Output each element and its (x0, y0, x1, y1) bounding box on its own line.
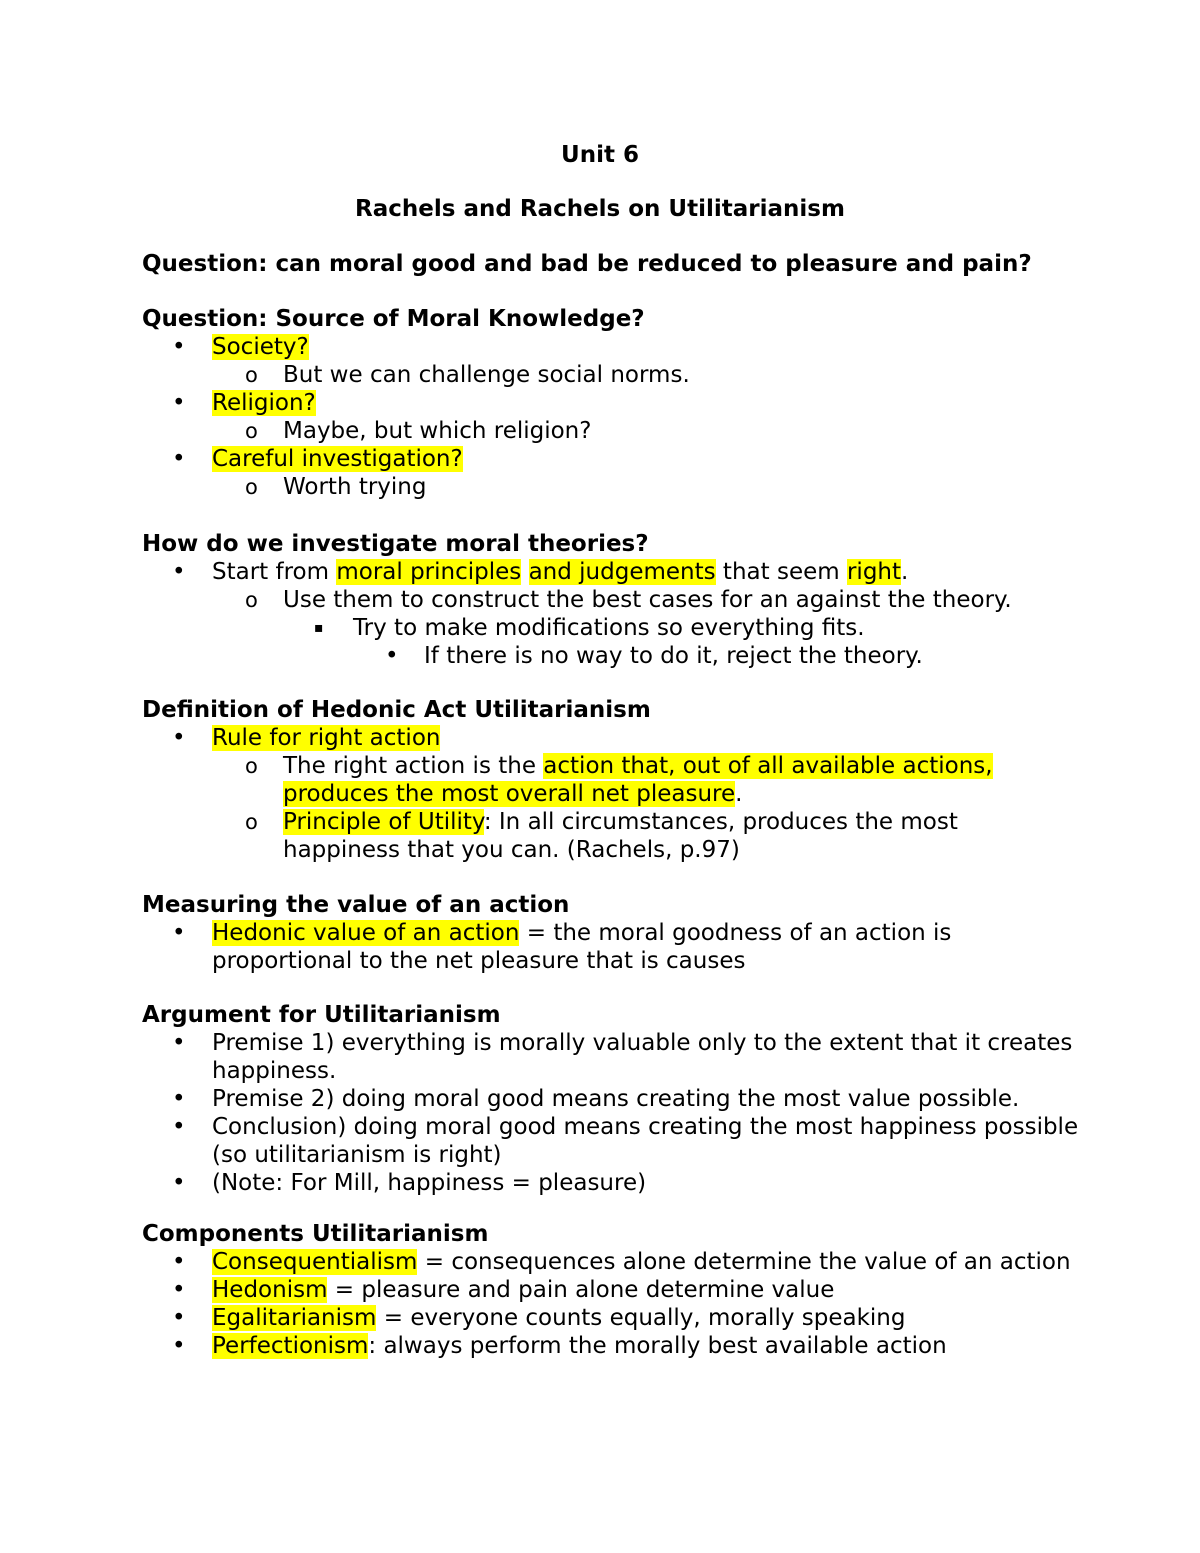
highlighted-text: Rule for right action (212, 725, 441, 751)
list-item: o Maybe, but which religion? (245, 418, 592, 444)
highlighted-text: right (846, 559, 902, 585)
section-heading: Argument for Utilitarianism (142, 1002, 501, 1028)
bullet-marker: • (172, 390, 186, 416)
circle-marker: o (245, 810, 258, 834)
bullet-marker: • (172, 1114, 186, 1140)
list-item (142, 724, 1082, 752)
bullet-marker: • (172, 1249, 186, 1275)
list-item: • Conclusion) doing moral good means creating the most happiness possible (so utilitarianism is right) (172, 1114, 1079, 1168)
page-subtitle: Rachels and Rachels on Utilitarianism (355, 196, 845, 222)
question-heading: Question: can moral good and bad be reduced to pleasure and pain? (142, 251, 1032, 277)
list-item: • Premise 1) everything is morally valuable only to the extent that it creates happiness. (172, 1030, 1073, 1084)
components-section (142, 1220, 1082, 1360)
list-item (142, 389, 1082, 417)
highlighted-text: moral principles (336, 559, 522, 585)
highlighted-text: Hedonic value of an action (212, 920, 520, 946)
section-heading: Components Utilitarianism (142, 1221, 489, 1247)
argument-section (142, 1001, 1082, 1197)
list-item: ▪ Try to make modifications so everything fits. (314, 615, 865, 641)
section-heading: How do we investigate moral theories? (142, 531, 649, 557)
page-title: Unit 6 (561, 142, 639, 168)
bullet-marker: • (172, 920, 186, 946)
list-item (142, 445, 1082, 473)
measuring-section (142, 891, 1082, 975)
highlighted-text: action that, out of all available actions, produces the most overall net pleasure (283, 753, 993, 807)
definition-section (142, 696, 1082, 864)
list-item: o Worth trying (245, 474, 427, 500)
list-item: • Consequentialism = consequences alone determine the value of an action (172, 1249, 1071, 1275)
circle-marker: o (245, 419, 258, 443)
bullet-marker: • (172, 1305, 186, 1331)
list-item: • Premise 2) doing moral good means creating the most value possible. (172, 1086, 1020, 1112)
investigate-section (142, 530, 1082, 670)
section-heading: Question: Source of Moral Knowledge? (142, 306, 645, 332)
square-marker: ▪ (314, 620, 324, 636)
list-item: o Principle of Utility: In all circumstances, produces the most happiness that you can. (Rachels, p.97) (245, 809, 958, 863)
bullet-marker: • (172, 1170, 186, 1196)
highlighted-text: Society? (212, 334, 309, 360)
list-item: • If there is no way to do it, reject the theory. (385, 643, 923, 669)
highlighted-text: Careful investigation? (212, 446, 463, 472)
list-item: o The right action is the action that, out of all available actions, produces the most overall net pleasure. (245, 753, 993, 807)
highlighted-text: Consequentialism (212, 1249, 418, 1275)
bullet-marker: • (172, 1277, 186, 1303)
highlighted-text: and judgements (528, 559, 716, 585)
bullet-marker: • (385, 643, 399, 669)
section-heading: Measuring the value of an action (142, 892, 570, 918)
bullet-marker: • (172, 1030, 186, 1056)
circle-marker: o (245, 754, 258, 778)
source-section (142, 305, 1082, 501)
bullet-marker: • (172, 1086, 186, 1112)
highlighted-text: Egalitarianism (212, 1305, 377, 1331)
highlighted-text: Perfectionism (212, 1333, 369, 1359)
highlighted-text: Hedonism (212, 1277, 328, 1303)
section-heading: Definition of Hedonic Act Utilitarianism (142, 697, 651, 723)
list-item: o Use them to construct the best cases for an against the theory. (245, 587, 1012, 613)
circle-marker: o (245, 363, 258, 387)
list-item: • Hedonism = pleasure and pain alone determine value (172, 1277, 835, 1303)
list-item: • Egalitarianism = everyone counts equally, morally speaking (172, 1305, 906, 1331)
list-item (142, 333, 1082, 361)
circle-marker: o (245, 475, 258, 499)
highlighted-text: Religion? (212, 390, 316, 416)
list-item: • Start from moral principles and judgements that seem right. (172, 559, 909, 585)
list-item: • (Note: For Mill, happiness = pleasure) (172, 1170, 647, 1196)
circle-marker: o (245, 588, 258, 612)
bullet-marker: • (172, 559, 186, 585)
bullet-marker: • (172, 1333, 186, 1359)
highlighted-text: Principle of Utility (283, 809, 484, 835)
list-item: • Hedonic value of an action = the moral goodness of an action is proportional to the net pleasure that is causes (172, 920, 952, 974)
bullet-marker: • (172, 446, 186, 472)
list-item: • Perfectionism: always perform the morally best available action (172, 1333, 947, 1359)
list-item: o But we can challenge social norms. (245, 362, 690, 388)
bullet-marker: • (172, 725, 186, 751)
bullet-marker: • (172, 334, 186, 360)
